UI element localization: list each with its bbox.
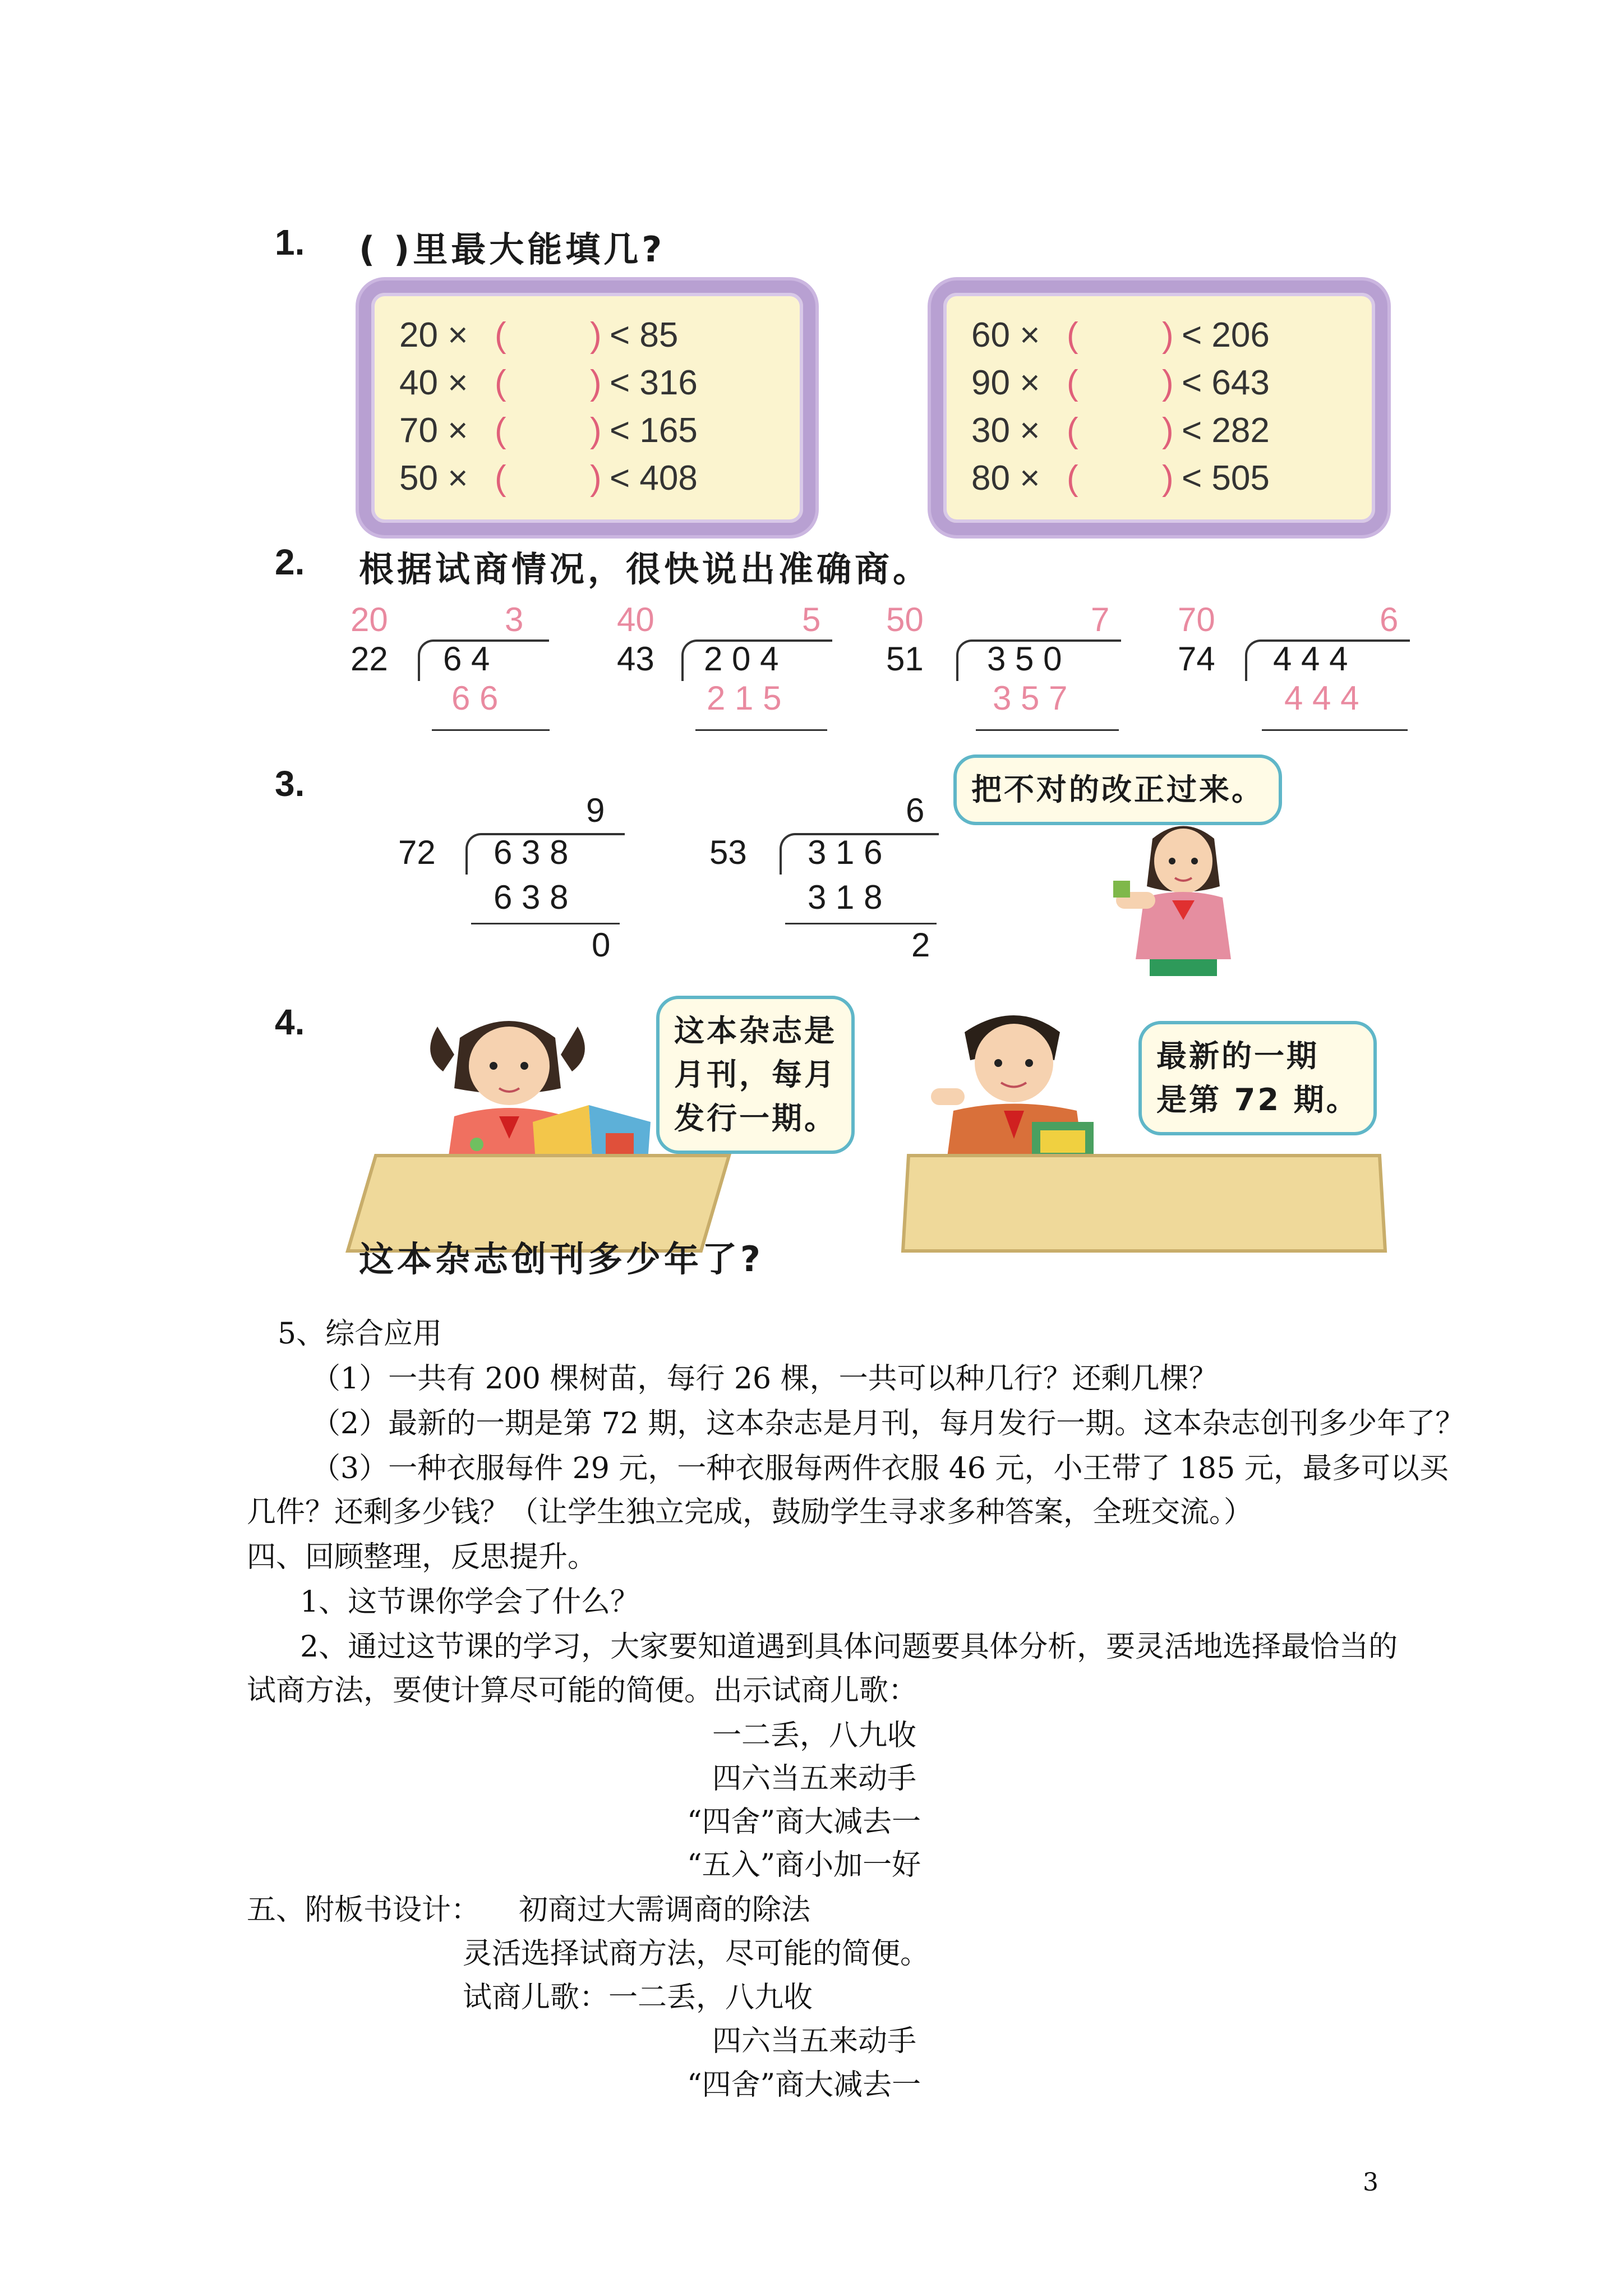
song-line-1: 一二丢，八九收 xyxy=(712,1719,917,1752)
trial-quotient: 70 xyxy=(1178,601,1215,638)
product: 6 3 8 xyxy=(494,878,569,916)
board-design-line-2: 试商儿歌：一二丢，八九收 xyxy=(463,1981,813,2014)
quotient: 9 xyxy=(586,792,605,829)
board-design-label: 五、附板书设计： xyxy=(247,1893,481,1927)
page-number: 3 xyxy=(1363,2168,1378,2197)
board-design-line-3: 四六当五来动手 xyxy=(712,2024,917,2058)
remainder: 0 xyxy=(592,926,611,964)
trial-product: 6 6 xyxy=(451,679,499,717)
dividend: 6 3 8 xyxy=(494,834,569,871)
divisor: 53 xyxy=(709,834,747,871)
song-line-2: 四六当五来动手 xyxy=(712,1762,917,1796)
quotient: 7 xyxy=(1091,601,1110,638)
q3-number: 3. xyxy=(275,763,305,804)
section-4-heading: 四、回顾整理，反思提升。 xyxy=(247,1540,597,1574)
divisor: 22 xyxy=(351,640,388,678)
q4-question: 这本杂志创刊多少年了? xyxy=(359,1239,764,1280)
q1-right-frame: 60 × ( ) < 206 90 × ( ) < 643 30 × ( ) < 282 80 × ( ) < 505 xyxy=(931,280,1387,535)
answer-line xyxy=(1262,729,1408,731)
desk-right xyxy=(897,1150,1391,1262)
answer-line xyxy=(432,729,550,731)
divisor: 72 xyxy=(398,834,436,871)
answer-line xyxy=(976,729,1119,731)
divisor: 51 xyxy=(886,640,924,678)
section-5-item-1: （1）一共有 200 棵树苗，每行 26 棵，一共可以种几行？还剩几棵？ xyxy=(311,1362,1218,1396)
trial-product: 4 4 4 xyxy=(1284,679,1359,717)
q4-number: 4. xyxy=(275,1002,305,1042)
quotient: 5 xyxy=(802,601,821,638)
section-5-heading: 5、综合应用 xyxy=(278,1317,442,1351)
answer-line xyxy=(695,729,827,731)
dividend: 3 5 0 xyxy=(987,640,1062,678)
dividend: 2 0 4 xyxy=(704,640,779,678)
song-line-3: “四舍”商大减去一 xyxy=(687,1805,921,1839)
q2-number: 2. xyxy=(275,542,305,582)
girl-illustration xyxy=(1099,808,1267,976)
q3-speech-bubble: 把不对的改正过来。 xyxy=(953,754,1282,825)
q4-girl-bubble: 这本杂志是 月刊，每月 发行一期。 xyxy=(656,996,855,1154)
remainder: 2 xyxy=(911,926,930,964)
divisor: 43 xyxy=(617,640,654,678)
q1-number: 1. xyxy=(275,222,305,263)
q2-title: 根据试商情况，很快说出准确商。 xyxy=(359,549,932,590)
subtraction-line xyxy=(785,923,937,924)
board-design-title: 初商过大需调商的除法 xyxy=(519,1893,811,1927)
subtraction-line xyxy=(471,923,620,924)
trial-product: 3 5 7 xyxy=(993,679,1068,717)
quotient: 6 xyxy=(906,792,925,829)
q1-left-frame: 20 × ( ) < 85 40 × ( ) < 316 70 × ( ) < 165 50 × ( ) < 408 xyxy=(359,280,815,535)
section-5-item-2: （2）最新的一期是第 72 期，这本杂志是月刊，每月发行一期。这本杂志创刊多少年了？ xyxy=(311,1407,1465,1441)
product: 3 1 8 xyxy=(808,878,883,916)
song-line-4: “五入”商小加一好 xyxy=(687,1848,921,1882)
section-5-item-3: （3）一种衣服每件 29 元，一种衣服每两件衣服 46 元，小王带了 185 元，最多可以买 xyxy=(311,1452,1449,1485)
quotient: 6 xyxy=(1380,601,1399,638)
q4-boy-bubble: 最新的一期 是第 72 期。 xyxy=(1138,1021,1377,1135)
divisor: 74 xyxy=(1178,640,1215,678)
section-5-item-3-cont: 几件？还剩多少钱？（让学生独立完成，鼓励学生寻求多种答案，全班交流。） xyxy=(247,1496,1253,1529)
section-4-item-1: 1、这节课你学会了什么？ xyxy=(300,1585,640,1619)
dividend: 4 4 4 xyxy=(1273,640,1348,678)
trial-quotient: 40 xyxy=(617,601,654,638)
trial-product: 2 1 5 xyxy=(707,679,782,717)
q1-title: ( )里最大能填几? xyxy=(359,229,666,270)
board-design-line-1: 灵活选择试商方法，尽可能的简便。 xyxy=(463,1937,930,1971)
trial-quotient: 50 xyxy=(886,601,924,638)
section-4-item-2: 2、通过这节课的学习，大家要知道遇到具体问题要具体分析，要灵活地选择最恰当的 xyxy=(300,1630,1398,1664)
board-design-line-4: “四舍”商大减去一 xyxy=(687,2068,921,2102)
section-4-item-2-cont: 试商方法，要使计算尽可能的简便。出示试商儿歌： xyxy=(247,1674,918,1708)
trial-quotient: 20 xyxy=(351,601,388,638)
dividend: 3 1 6 xyxy=(808,834,883,871)
dividend: 6 4 xyxy=(443,640,490,678)
quotient: 3 xyxy=(505,601,524,638)
